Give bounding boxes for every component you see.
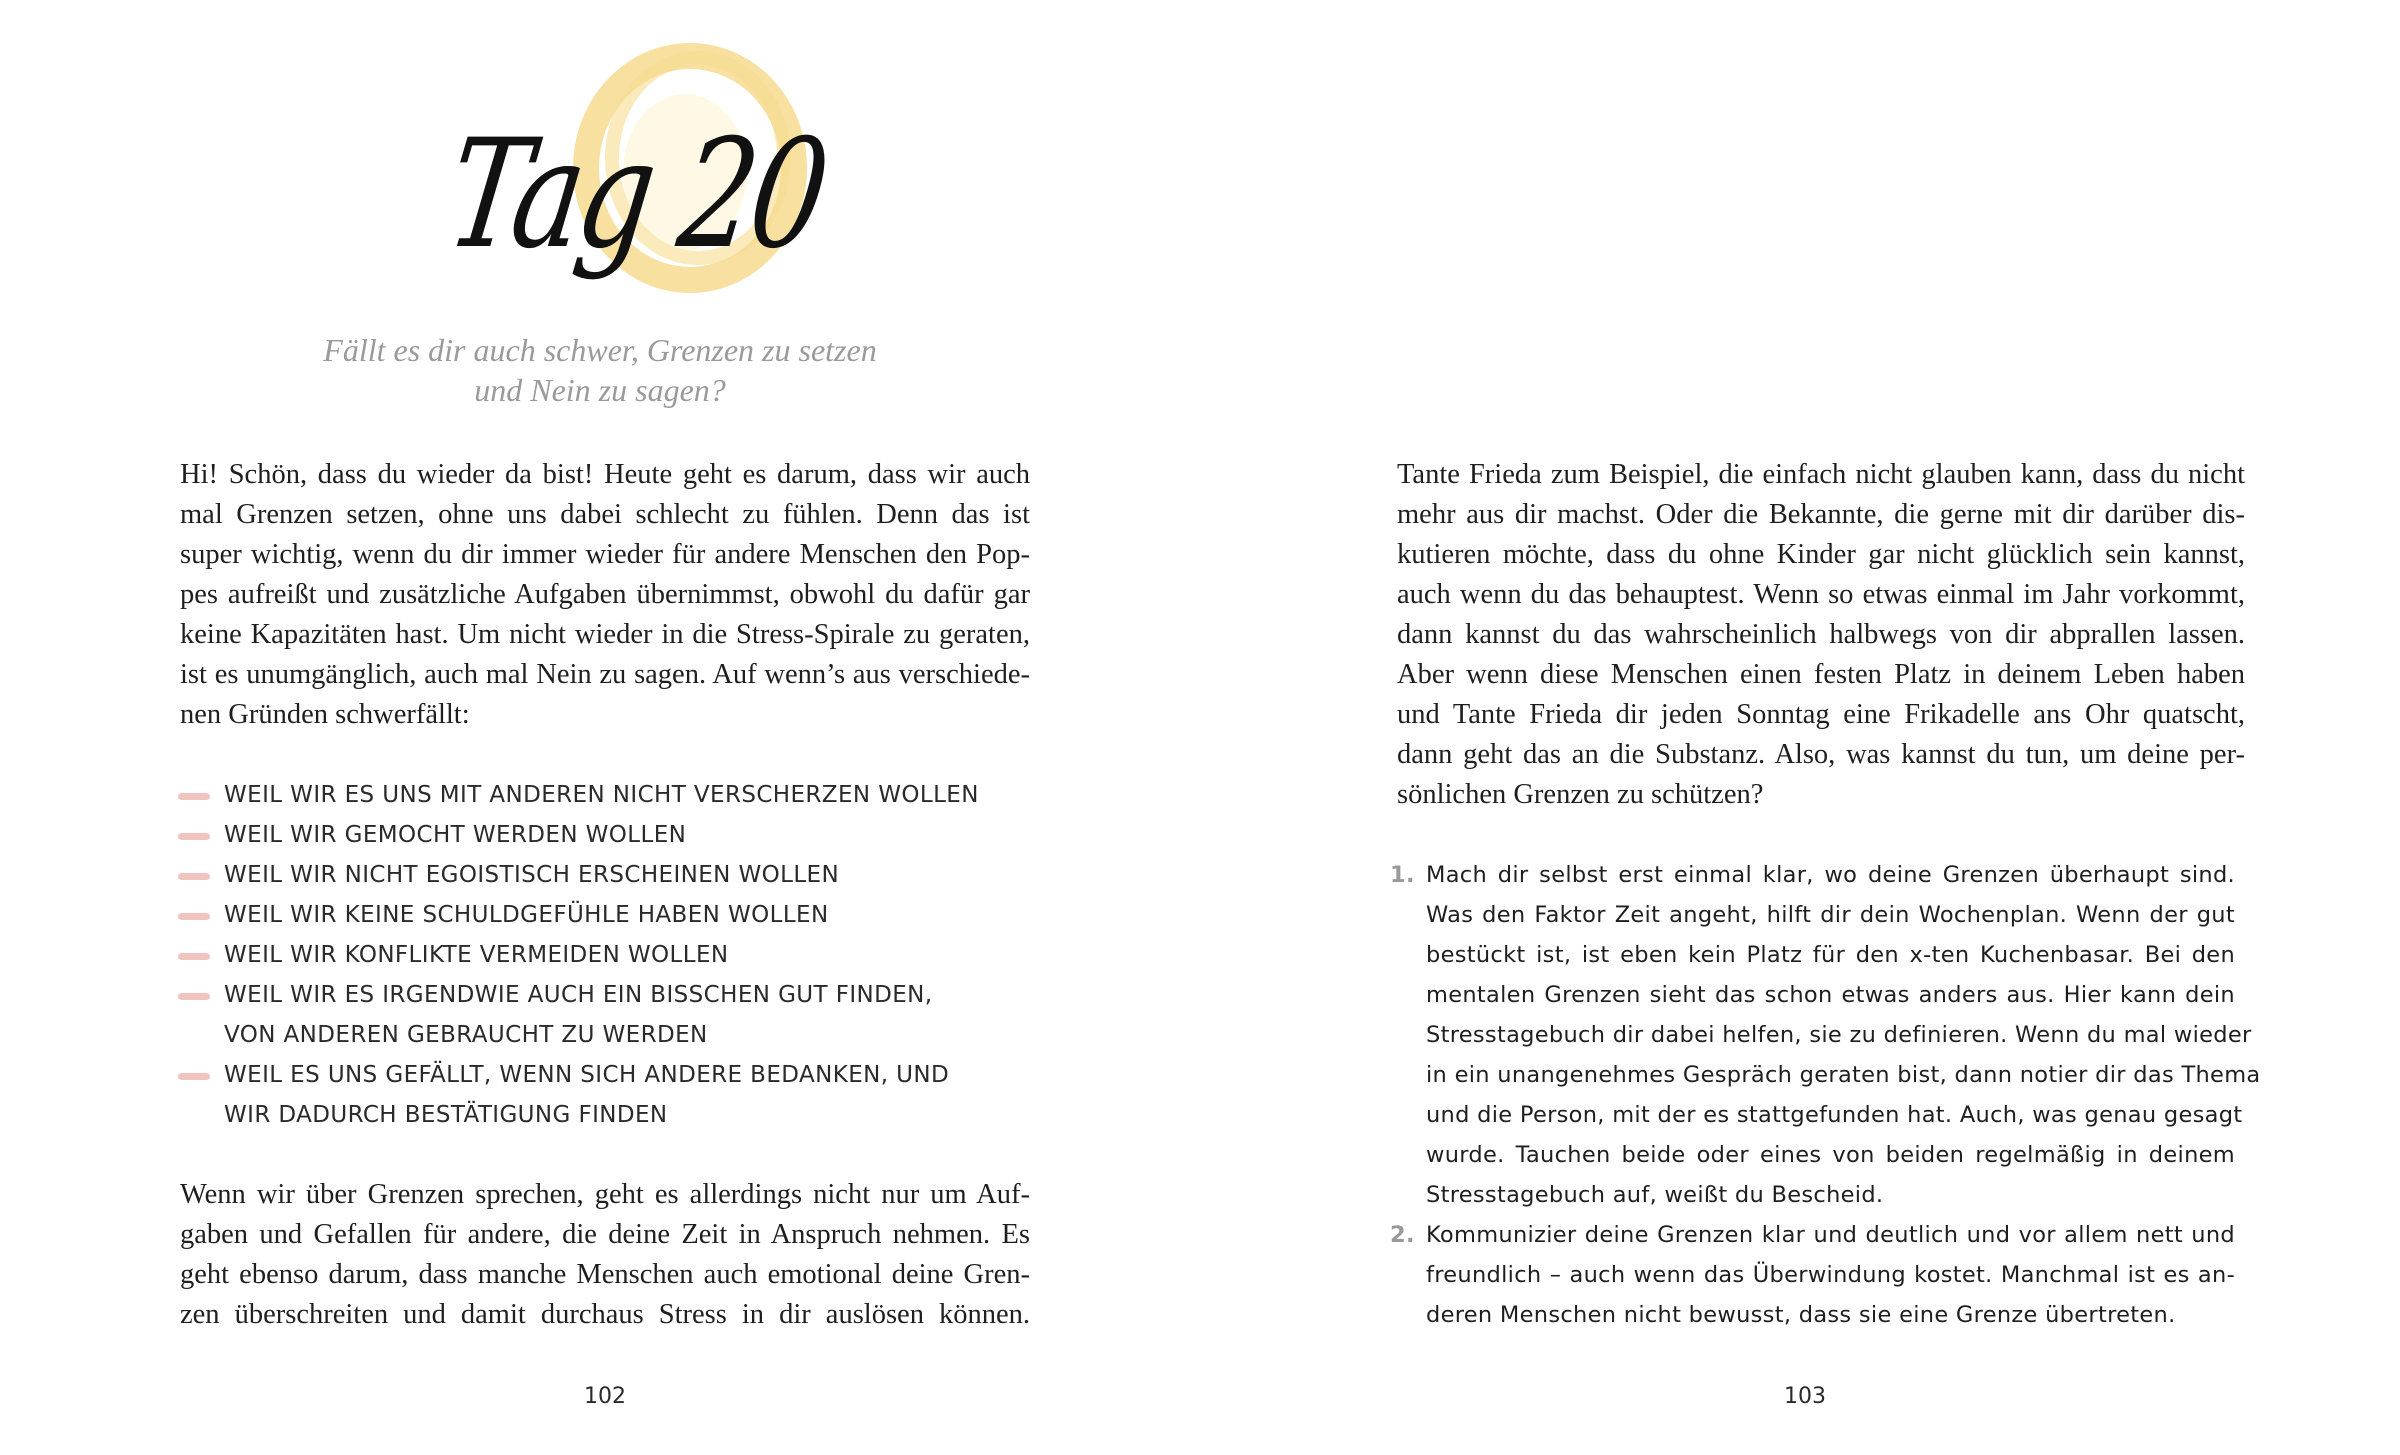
brush-dash-icon — [178, 953, 210, 960]
text-line: keine Kapazitäten hast. Um nicht wieder in die Stress-Spirale zu geraten, — [180, 619, 1030, 650]
list-item — [178, 815, 1018, 855]
numbered-item — [1390, 855, 2261, 1215]
list-item-text: WEIL ES UNS GEFÄLLT, WENN SICH ANDERE BEDANKEN, UND — [224, 1062, 950, 1088]
brush-dash-icon — [178, 1073, 210, 1080]
item-number: 1. — [1390, 862, 1415, 888]
list-item-text: WEIL WIR ES UNS MIT ANDEREN NICHT VERSCHERZEN WOLLEN — [224, 782, 979, 808]
text-line: ist es unumgänglich, auch mal Nein zu sagen. Auf wenn’s aus verschiede- — [180, 659, 1030, 690]
steps-list — [1390, 855, 2261, 1335]
text-line: Stresstagebuch dir dabei helfen, sie zu definieren. Wenn du mal wieder — [1426, 1022, 2252, 1048]
brush-dash-icon — [178, 993, 210, 1000]
brush-dash-icon — [178, 793, 210, 800]
list-item — [178, 935, 1018, 975]
numbered-item — [1390, 1215, 2235, 1335]
text-line: dann geht das an die Substanz. Also, was kannst du tun, um deine per- — [1397, 739, 2245, 770]
text-line: super wichtig, wenn du dir immer wieder für andere Menschen den Pop- — [180, 539, 1030, 570]
item-number: 2. — [1390, 1222, 1415, 1248]
text-line: Hi! Schön, dass du wieder da bist! Heute geht es darum, dass wir auch — [180, 459, 1030, 490]
list-item — [178, 895, 1018, 935]
chapter-title-block — [400, 40, 834, 330]
text-line: freundlich – auch wenn das Überwindung kostet. Manchmal ist es an- — [1426, 1262, 2235, 1288]
brush-dash-icon — [178, 873, 210, 880]
subtitle-line: und Nein zu sagen? — [474, 372, 726, 408]
brush-dash-icon — [178, 833, 210, 840]
text-line: geht ebenso darum, dass manche Menschen auch emotional deine Gren- — [180, 1259, 1030, 1290]
text-line: Tante Frieda zum Beispiel, die einfach nicht glauben kann, dass du nicht — [1397, 459, 2245, 490]
list-item-text: WEIL WIR NICHT EGOISTISCH ERSCHEINEN WOLLEN — [224, 862, 840, 888]
text-line: sönlichen Grenzen zu schützen? — [1397, 779, 1764, 810]
outro-paragraph — [180, 1175, 1030, 1335]
text-line: kutieren möchte, dass du ohne Kinder gar nicht glücklich sein kannst, — [1397, 539, 2245, 570]
intro-paragraph — [180, 455, 1030, 735]
text-line: in ein unangenehmes Gespräch geraten bist, dann notier dir das Thema — [1426, 1062, 2261, 1088]
chapter-subtitle — [260, 330, 940, 410]
list-item — [178, 855, 1018, 895]
text-line: mal Grenzen setzen, ohne uns dabei schlecht zu fühlen. Denn das ist — [180, 499, 1030, 530]
text-line: dann kannst du das wahrscheinlich halbwegs von dir abprallen lassen. — [1397, 619, 2245, 650]
text-line: und Tante Frieda dir jeden Sonntag eine Frikadelle ans Ohr quatscht, — [1397, 699, 2245, 730]
list-item — [178, 1055, 1018, 1135]
text-line: pes aufreißt und zusätzliche Aufgaben übernimmst, obwohl du dafür gar — [180, 579, 1030, 610]
text-line: Was den Faktor Zeit angeht, hilft dir dein Wochenplan. Wenn der gut — [1426, 902, 2235, 928]
text-line: gaben und Gefallen für andere, die deine Zeit in Anspruch nehmen. Es — [180, 1219, 1030, 1250]
text-line: Kommunizier deine Grenzen klar und deutlich und vor allem nett und — [1426, 1222, 2235, 1248]
text-line: mentalen Grenzen sieht das schon etwas anders aus. Hier kann dein — [1426, 982, 2235, 1008]
list-item-text: VON ANDEREN GEBRAUCHT ZU WERDEN — [224, 1022, 708, 1048]
text-line: Wenn wir über Grenzen sprechen, geht es allerdings nicht nur um Auf- — [180, 1179, 1030, 1210]
list-item-text: WEIL WIR KEINE SCHULDGEFÜHLE HABEN WOLLEN — [224, 902, 829, 928]
list-item-text: WEIL WIR KONFLIKTE VERMEIDEN WOLLEN — [224, 942, 729, 968]
list-item-text: WEIL WIR GEMOCHT WERDEN WOLLEN — [224, 822, 687, 848]
text-line: Stresstagebuch auf, weißt du Bescheid. — [1426, 1182, 1884, 1208]
text-line: Aber wenn diese Menschen einen festen Platz in deinem Leben haben — [1397, 659, 2245, 690]
list-item — [178, 975, 1018, 1055]
text-line: Mach dir selbst erst einmal klar, wo deine Grenzen überhaupt sind. — [1426, 862, 2235, 888]
right-paragraph — [1397, 455, 2245, 815]
chapter-title: Tag 20 — [437, 108, 834, 282]
text-line: bestückt ist, ist eben kein Platz für den x-ten Kuchenbasar. Bei den — [1426, 942, 2235, 968]
text-line: zen überschreiten und damit durchaus Stress in dir auslösen können. — [180, 1299, 1030, 1330]
list-item-text: WEIL WIR ES IRGENDWIE AUCH EIN BISSCHEN GUT FINDEN, — [224, 982, 933, 1008]
text-line: nen Gründen schwerfällt: — [180, 699, 470, 730]
list-item-text: WIR DADURCH BESTÄTIGUNG FINDEN — [224, 1102, 668, 1128]
brush-dash-icon — [178, 913, 210, 920]
text-line: auch wenn du das behauptest. Wenn so etwas einmal im Jahr vorkommt, — [1397, 579, 2245, 610]
subtitle-line: Fällt es dir auch schwer, Grenzen zu setzen — [323, 332, 877, 368]
page-number: 103 — [1784, 1384, 1826, 1409]
list-item — [178, 775, 1018, 815]
text-line: mehr aus dir machst. Oder die Bekannte, die gerne mit dir darüber dis- — [1397, 499, 2245, 530]
text-line: und die Person, mit der es stattgefunden hat. Auch, was genau gesagt — [1426, 1102, 2243, 1128]
page-number: 102 — [584, 1384, 626, 1409]
reasons-list — [178, 775, 1018, 1135]
text-line: wurde. Tauchen beide oder eines von beiden regelmäßig in deinem — [1426, 1142, 2235, 1168]
text-line: deren Menschen nicht bewusst, dass sie eine Grenze übertreten. — [1426, 1302, 2176, 1328]
